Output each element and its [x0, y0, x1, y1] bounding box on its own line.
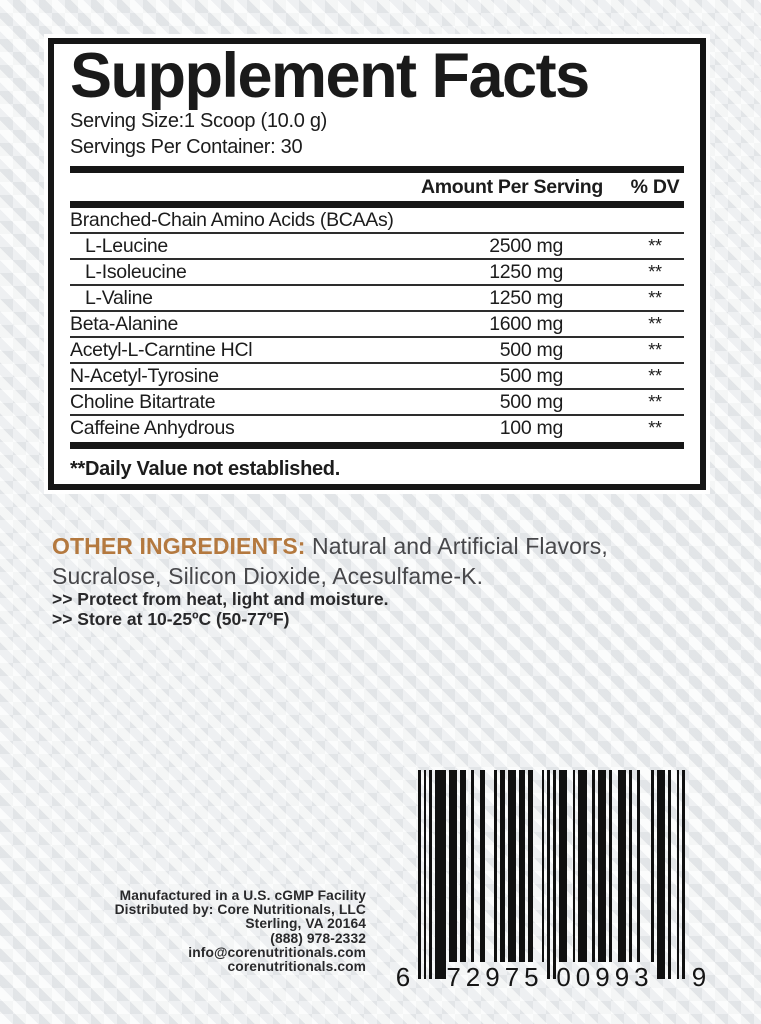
ingredient-dv: ** [648, 314, 662, 334]
barcode-bar [460, 770, 466, 962]
ingredient-amount: 2500 mg [489, 235, 563, 257]
barcode-bar [657, 770, 665, 979]
barcode-bar [573, 770, 576, 962]
ingredient-dv: ** [648, 366, 662, 386]
serving-size: Serving Size:1 Scoop (10.0 g) [70, 110, 328, 132]
barcode-bar [559, 770, 567, 962]
barcode-digit-left: 6 [395, 962, 411, 992]
barcode-bar [578, 770, 586, 962]
table-row [70, 364, 684, 390]
ingredient-dv: ** [648, 392, 662, 412]
table-row [70, 260, 684, 286]
ingredient-dv: ** [648, 340, 662, 360]
divider-bar [70, 201, 684, 208]
ingredient-dv: ** [648, 236, 662, 256]
table-row [70, 234, 684, 260]
ingredient-amount: 1250 mg [489, 261, 563, 283]
barcode-bar [418, 770, 421, 979]
column-header-amount: Amount Per Serving [420, 175, 603, 198]
table-row [70, 338, 684, 364]
other-ingredients-text: Natural and Artificial Flavors, Sucralose, Silicon Dioxide, Acesulfame-K. [52, 533, 608, 589]
table-header [70, 173, 684, 201]
barcode-bar [629, 770, 632, 962]
ingredient-amount: 500 mg [499, 365, 563, 387]
barcode-bar [429, 770, 432, 979]
upc-barcode [395, 770, 710, 1000]
other-ingredients [52, 532, 652, 591]
barcode-bar [618, 770, 626, 962]
barcode-bar [668, 770, 671, 979]
manufacturer-line: Manufactured in a U.S. cGMP Facility [119, 888, 366, 903]
manufacturer-line: (888) 978-2332 [270, 930, 366, 946]
barcode-bar [508, 770, 516, 962]
barcode-bar [542, 770, 545, 962]
barcode-bar [424, 770, 427, 979]
ingredient-amount: 500 mg [499, 339, 563, 361]
ingredient-name: Choline Bitartrate [70, 391, 216, 413]
ingredient-amount: 1250 mg [489, 287, 563, 309]
barcode-digit-group2: 00993 [556, 962, 654, 992]
barcode-bar [494, 770, 497, 962]
ingredient-dv [626, 208, 684, 232]
table-row [70, 208, 684, 234]
ingredient-dv: ** [648, 418, 662, 438]
barcode-bar [519, 770, 525, 962]
barcode-bar [528, 770, 534, 962]
manufacturer-line: corenutritionals.com [227, 959, 366, 975]
storage-line: >> Store at 10-25ºC (50-77ºF) [52, 608, 290, 629]
manufacturer-line: info@corenutritionals.com [188, 944, 366, 960]
ingredient-name: L-Valine [85, 287, 153, 309]
servings-per-container: Servings Per Container: 30 [70, 135, 303, 158]
manufacturer-line: Distributed by: Core Nutritionals, LLC [114, 902, 366, 918]
ingredient-table [70, 208, 684, 442]
barcode-digit-group1: 72975 [446, 962, 544, 992]
ingredient-name: Beta-Alanine [70, 313, 179, 335]
divider-bar [70, 166, 684, 173]
other-ingredients-label: OTHER INGREDIENTS: [52, 533, 306, 559]
storage-notes [52, 590, 388, 629]
barcode-bar [500, 770, 506, 962]
barcode-bar [553, 770, 556, 979]
table-row [70, 416, 684, 442]
ingredient-amount: 500 mg [499, 391, 563, 413]
column-header-dv: % DV [630, 175, 680, 198]
ingredient-dv: ** [648, 262, 662, 282]
barcode-bar [547, 770, 550, 979]
storage-line: >> Protect from heat, light and moisture. [52, 589, 389, 609]
ingredient-dv: ** [648, 288, 662, 308]
barcode-bar [651, 770, 654, 962]
ingredient-amount: 1600 mg [489, 313, 563, 335]
ingredient-name: Acetyl-L-Carntine HCl [70, 339, 253, 361]
barcode-digit-right: 9 [691, 962, 707, 992]
table-row [70, 390, 684, 416]
barcode-bar [677, 770, 680, 979]
barcode-bar [682, 770, 685, 979]
ingredient-name: L-Isoleucine [85, 261, 187, 283]
ingredient-name: Caffeine Anhydrous [70, 417, 235, 439]
barcode-bar [480, 770, 486, 962]
divider-bar [70, 442, 684, 449]
manufacturer-block [58, 889, 366, 974]
supplement-facts-panel [48, 38, 706, 490]
table-row [70, 312, 684, 338]
barcode-bar [471, 770, 474, 962]
ingredient-name: Branched-Chain Amino Acids (BCAAs) [70, 209, 394, 231]
barcode-bar [598, 770, 606, 962]
barcode-bar [609, 770, 612, 962]
ingredient-amount: 100 mg [499, 417, 563, 439]
barcode-bar [435, 770, 446, 979]
barcode-bar [449, 770, 457, 962]
barcode-bar [592, 770, 595, 962]
manufacturer-line: Sterling, VA 20164 [245, 916, 366, 932]
panel-title: Supplement Facts [70, 41, 589, 111]
table-row [70, 286, 684, 312]
ingredient-name: L-Leucine [85, 235, 168, 257]
barcode-bar [637, 770, 640, 962]
ingredient-amount [394, 208, 626, 232]
ingredient-name: N-Acetyl-Tyrosine [70, 365, 219, 387]
dv-footnote: **Daily Value not established. [70, 458, 340, 480]
